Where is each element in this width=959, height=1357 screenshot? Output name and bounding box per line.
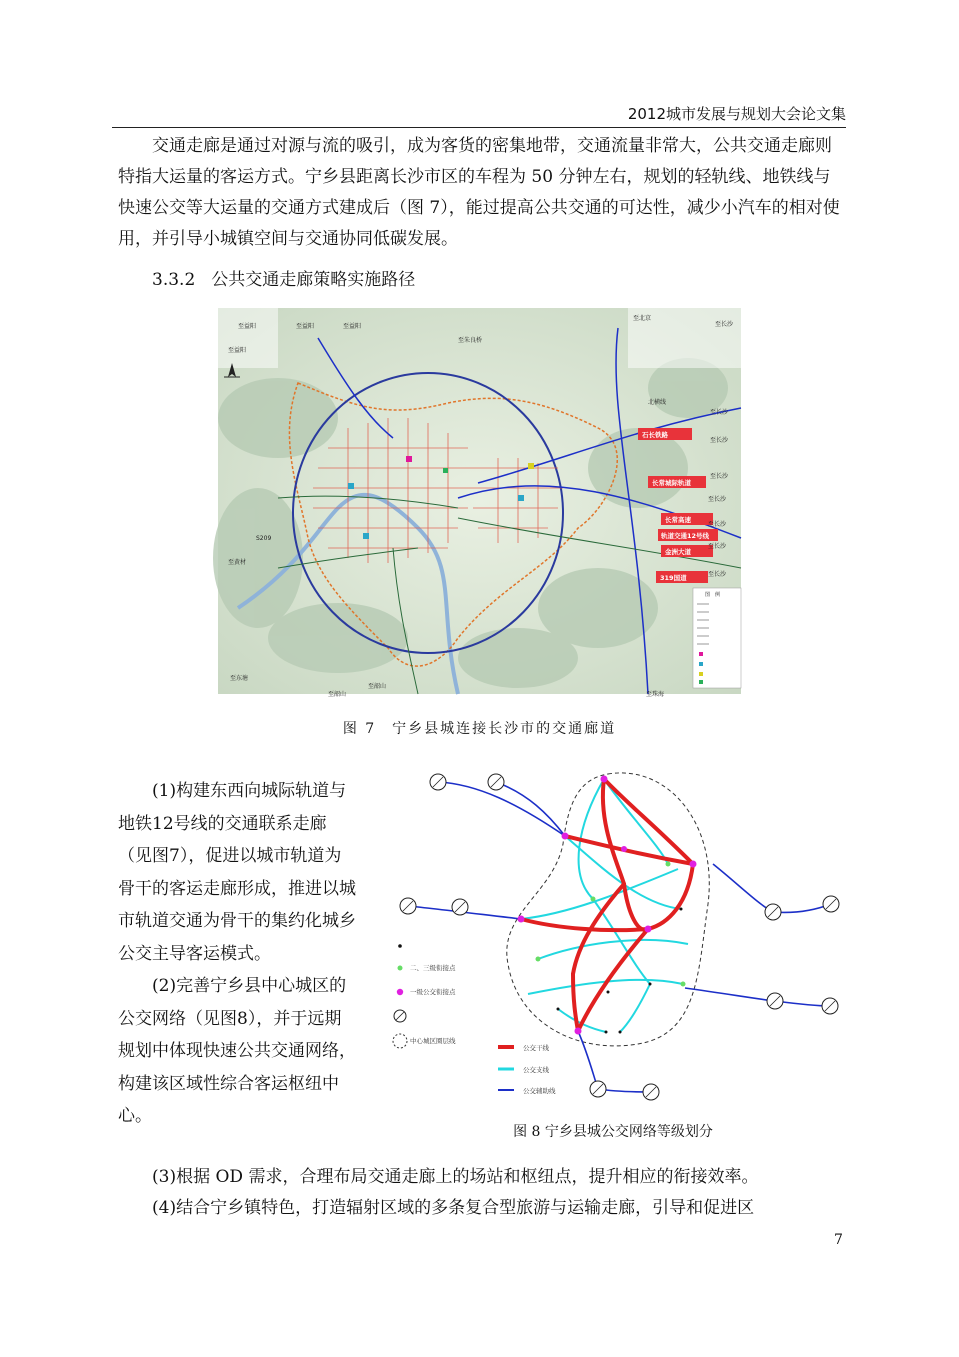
figure-8-diagram — [378, 764, 848, 1124]
label-to-zhushan-2: 至韶山 — [368, 683, 387, 690]
page-number: 7 — [834, 1232, 843, 1248]
external-town-icons — [400, 774, 839, 1100]
label-to-zhushan-1: 至韶山 — [328, 691, 347, 698]
callout-label-1: 长常城际轨道 — [652, 479, 691, 487]
callout-label-2: 长常高速 — [665, 516, 691, 524]
paragraph-item-3: (3)根据 OD 需求，合理布局交通走廊上的场站和枢纽点，提升相应的衔接效率。 — [152, 1167, 759, 1187]
legend-black-dot-icon — [398, 944, 402, 948]
label-to-changsha-7: 至长沙 — [708, 543, 727, 550]
label-to-dongtang: 至东塘 — [230, 675, 249, 682]
label-to-changsha-1: 至长沙 — [715, 321, 734, 328]
fig8-legend — [393, 944, 556, 1095]
label-to-beijing: 至北京 — [633, 315, 652, 322]
legend-magenta-dot-icon — [397, 989, 403, 995]
callout-label-0: 石长铁路 — [642, 431, 668, 439]
legend-label-4: 中心城区圈层线 — [410, 1037, 456, 1045]
label-to-zhuhai: 至珠海 — [646, 691, 665, 698]
label-to-huangcai: 至黄材 — [228, 559, 247, 566]
label-to-changsha-4: 至长沙 — [710, 473, 729, 480]
label-to-yiyang-1: 至益阳 — [238, 323, 257, 330]
label-to-changsha-8: 至长沙 — [708, 571, 727, 578]
trunk-lines — [521, 779, 693, 1031]
legend-label-1: 二、三级衔接点 — [410, 964, 456, 972]
label-to-yiyang-3: 至益阳 — [343, 323, 362, 330]
label-to-yiyang-2: 至益阳 — [296, 323, 315, 330]
callout-label-5: 319国道 — [660, 574, 687, 582]
paragraph-item-1: (1)构建东西向城际轨道与地铁12号线的交通联系走廊（见图7），促进以城市轨道为骨干的客运走廊形成，推进以城市轨道交通为骨干的集约化城乡公交主导客运模式。 — [118, 781, 356, 964]
running-header: 2012城市发展与规划大会论文集 — [112, 101, 846, 128]
corridor-map-svg — [218, 308, 741, 698]
figure-7-map — [218, 308, 741, 698]
map-legend-box — [693, 588, 741, 688]
callout-label-3: 轨道交通12号线 — [661, 532, 710, 540]
legend-title: 图 例 — [705, 592, 721, 598]
legend-line-2: 公交辅助线 — [523, 1087, 556, 1095]
legend-line-1: 公交支线 — [523, 1066, 549, 1074]
label-to-zhuliangqiao: 至朱良桥 — [458, 337, 483, 344]
legend-green-dot-icon — [398, 966, 403, 971]
callout-label-4: 金洲大道 — [665, 548, 691, 556]
section-heading — [152, 265, 415, 290]
paragraph-item-4: (4)结合宁乡镇特色，打造辐射区域的多条复合型旅游与运输走廊，引导和促进区 — [152, 1198, 755, 1218]
label-to-changsha-6: 至长沙 — [708, 521, 727, 528]
label-beiheng: 北横线 — [648, 399, 667, 406]
hatching — [403, 777, 836, 1097]
section-title: 公共交通走廊策略实施路径 — [211, 270, 416, 290]
legend-label-2: 一级公交衔接点 — [410, 988, 456, 996]
label-to-changsha-2: 至长沙 — [710, 409, 729, 416]
section-number: 3.3.2 — [152, 270, 196, 290]
label-to-changsha-5: 至长沙 — [708, 496, 727, 503]
label-s209: S209 — [256, 535, 272, 542]
paragraph-item-2: (2)完善宁乡县中心城区的公交网络（见图8），并于远期规划中体现快速公共交通网络，构建该区域性综合客运枢纽中心。 — [118, 976, 356, 1126]
bus-network-svg — [378, 764, 848, 1124]
legend-dashed-circle-icon — [393, 1034, 407, 1048]
figure-8-caption: 图 8 宁乡县城公交网络等级划分 — [513, 1124, 713, 1140]
legend-line-0: 公交干线 — [523, 1044, 549, 1052]
left-column-text — [118, 775, 358, 1133]
paragraph-intro: 交通走廊是通过对源与流的吸引，成为客货的密集地带，交通流量非常大，公共交通走廊则特指大运量的客运方式。宁乡县距离长沙市区的车程为 50 分钟左右，规划的轻轨线、地铁线与快速公交等大运量的交通方式建成后（图 7），能过提高公共交通的可达性，减少小汽车的相对使用，并引导小城镇空间与交通协同低碳发展。 — [118, 136, 840, 249]
label-to-yiyang-4: 至益阳 — [228, 347, 247, 354]
label-to-changsha-3: 至长沙 — [710, 437, 729, 444]
figure-7-caption: 图 7 宁乡县城连接长沙市的交通廊道 — [342, 721, 617, 737]
